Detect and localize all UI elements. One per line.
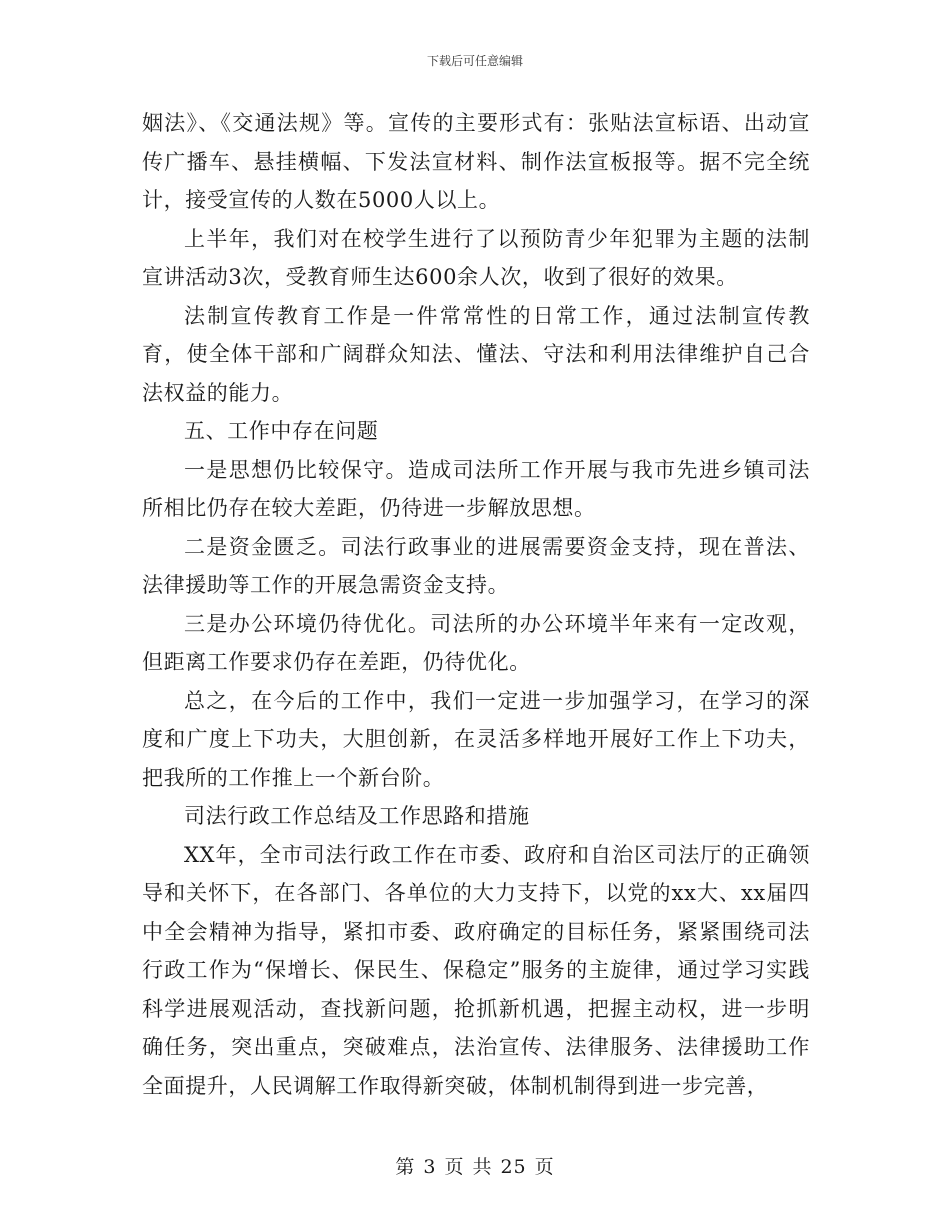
paragraph: 上半年，我们对在校学生进行了以预防青少年犯罪为主题的法制宣讲活动3次，受教育师生达600余人次，收到了很好的效果。	[142, 226, 810, 289]
page-end: 页	[534, 1156, 555, 1178]
page-total: 25	[500, 1156, 527, 1178]
page-mid: 页	[444, 1156, 465, 1178]
paragraph: 二是资金匮乏。司法行政事业的进展需要资金支持，现在普法、法律援助等工作的开展急需资金支持。	[142, 534, 810, 597]
document-subtitle: 司法行政工作总结及工作思路和措施	[184, 804, 530, 828]
paragraph: XX年，全市司法行政工作在市委、政府和自治区司法厅的正确领导和关怀下，在各部门、各单位的大力支持下，以党的xx大、xx届四中全会精神为指导，紧扣市委、政府确定的目标任务，紧紧围绕司法行政工作为“保增长、保民生、保稳定”服务的主旋律，通过学习实践科学进展观活动，查找新问题，抢抓新机遇，把握主动权，进一步明确任务，突出重点，突破难点，法治宣传、法律服务、法律援助工作全面提升，人民调解工作取得新突破，体制机制得到进一步完善，	[142, 842, 810, 1098]
paragraph: 一是思想仍比较保守。造成司法所工作开展与我市先进乡镇司法所相比仍存在较大差距，仍待进一步解放思想。	[142, 457, 810, 520]
total-label: 共	[472, 1156, 493, 1178]
page-header: 下载后可任意编辑	[426, 54, 523, 68]
document-body	[142, 104, 810, 1105]
paragraph: 三是办公环境仍待优化。司法所的办公环境半年来有一定改观，但距离工作要求仍存在差距，仍待优化。	[142, 611, 810, 674]
paragraph: 姻法》、《交通法规》等。宣传的主要形式有：张贴法宣标语、出动宣传广播车、悬挂横幅、下发法宣材料、制作法宣板报等。据不完全统计，接受宣传的人数在5000人以上。	[142, 111, 810, 212]
paragraph: 总之，在今后的工作中，我们一定进一步加强学习，在学习的深度和广度上下功夫，大胆创新，在灵活多样地开展好工作上下功夫，把我所的工作推上一个新台阶。	[142, 688, 810, 790]
paragraph: 法制宣传教育工作是一件常常性的日常工作，通过法制宣传教育，使全体干部和广阔群众知法、懂法、守法和利用法律维护自己合法权益的能力。	[142, 303, 810, 405]
page-number-footer	[0, 1152, 950, 1179]
page-label: 第	[395, 1156, 416, 1178]
page-current: 3	[423, 1156, 437, 1178]
section-heading: 五、工作中存在问题	[184, 419, 379, 443]
